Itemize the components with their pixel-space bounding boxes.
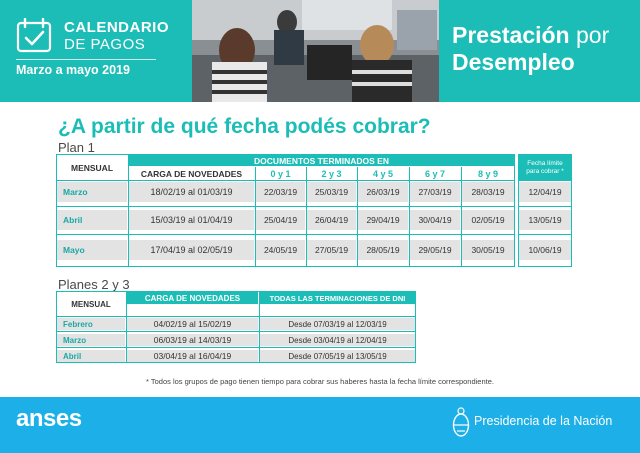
plan1-term-header: 4 y 5 bbox=[372, 168, 394, 179]
calendar-block bbox=[10, 14, 180, 94]
plan1-mensual-header: MENSUAL bbox=[70, 162, 114, 173]
plan1-row-date: 02/05/19 bbox=[462, 210, 514, 230]
plan1-row-date: 25/04/19 bbox=[256, 210, 305, 230]
plan2-row-dni: Desde 07/05/19 al 13/05/19 bbox=[260, 350, 415, 362]
plan1-row-month: Mayo bbox=[57, 240, 127, 260]
page-title: ¿A partir de qué fecha podés cobrar? bbox=[58, 115, 431, 138]
plan1-row-date: 30/05/19 bbox=[462, 240, 514, 260]
program-line1b: por bbox=[576, 22, 610, 48]
calendar-check-icon bbox=[16, 18, 54, 54]
footnote: * Todos los grupos de pago tienen tiempo para cobrar sus haberes hasta la fecha límite correspondiente. bbox=[146, 377, 494, 386]
plan2-carga-header: CARGA DE NOVEDADES bbox=[127, 292, 258, 304]
plan1-row-date: 29/04/19 bbox=[358, 210, 408, 230]
plan1-term-header: 8 y 9 bbox=[477, 168, 499, 179]
plan1-row-date: 28/03/19 bbox=[462, 182, 514, 202]
plan1-row-month: Marzo bbox=[57, 182, 127, 202]
calendar-subtitle: DE PAGOS bbox=[64, 36, 146, 53]
plan2-row-dni: Desde 07/03/19 al 12/03/19 bbox=[260, 318, 415, 330]
plan1-row-date: 26/04/19 bbox=[307, 210, 356, 230]
anses-logo: anses bbox=[16, 405, 82, 432]
plan1-row-date: 26/03/19 bbox=[358, 182, 408, 202]
plan1-row-limit: 13/05/19 bbox=[519, 210, 571, 230]
escudo-icon bbox=[452, 405, 470, 443]
plan2-row-carga: 06/03/19 al 14/03/19 bbox=[127, 334, 258, 346]
plan1-row-limit: 10/06/19 bbox=[519, 240, 571, 260]
calendar-title: CALENDARIO bbox=[64, 19, 169, 36]
plan1-row-date: 28/05/19 bbox=[358, 240, 408, 260]
period-label: Marzo a mayo 2019 bbox=[16, 63, 130, 77]
plan2-row-month: Febrero bbox=[57, 318, 125, 330]
plan1-limit-header: Fecha límite para cobrar * bbox=[519, 155, 571, 180]
plan1-term-header: 2 y 3 bbox=[321, 168, 342, 179]
plan2-row-month: Abril bbox=[57, 350, 125, 362]
plan1-row-carga: 17/04/19 al 02/05/19 bbox=[129, 240, 254, 260]
plan1-row-carga: 18/02/19 al 01/03/19 bbox=[129, 182, 254, 202]
plan2-row-carga: 03/04/19 al 16/04/19 bbox=[127, 350, 258, 362]
plan2-row-dni: Desde 03/04/19 al 12/04/19 bbox=[260, 334, 415, 346]
plan1-row-month: Abril bbox=[57, 210, 127, 230]
plan1-row-date: 25/03/19 bbox=[307, 182, 356, 202]
plan1-carga-header: CARGA DE NOVEDADES bbox=[140, 168, 243, 179]
presidencia-label: Presidencia de la Nación bbox=[474, 414, 613, 428]
plan1-term-header: 0 y 1 bbox=[270, 168, 291, 179]
plan1-row-limit: 12/04/19 bbox=[519, 182, 571, 202]
plan2-row-carga: 04/02/19 al 15/02/19 bbox=[127, 318, 258, 330]
plan1-docs-header: DOCUMENTOS TERMINADOS EN bbox=[129, 155, 514, 166]
plan1-row-date: 30/04/19 bbox=[410, 210, 460, 230]
plan1-row-date: 22/03/19 bbox=[256, 182, 305, 202]
header-banner bbox=[0, 0, 640, 102]
plan1-row-date: 24/05/19 bbox=[256, 240, 305, 260]
plan1-label: Plan 1 bbox=[58, 140, 95, 155]
plan1-term-header: 6 y 7 bbox=[424, 168, 446, 179]
plan2-mensual-header: MENSUAL bbox=[71, 299, 111, 309]
plan1-row-date: 27/05/19 bbox=[307, 240, 356, 260]
plan1-row-carga: 15/03/19 al 01/04/19 bbox=[129, 210, 254, 230]
plan2-label: Planes 2 y 3 bbox=[58, 277, 130, 292]
divider bbox=[16, 59, 156, 60]
header-photo bbox=[192, 0, 439, 102]
plan1-row-date: 29/05/19 bbox=[410, 240, 460, 260]
program-title bbox=[452, 22, 609, 76]
plan1-row-date: 27/03/19 bbox=[410, 182, 460, 202]
plan2-row-month: Marzo bbox=[57, 334, 125, 346]
program-line2: Desempleo bbox=[452, 49, 575, 75]
program-line1: Prestación bbox=[452, 22, 570, 48]
plan2-dni-header: TODAS LAS TERMINACIONES DE DNI bbox=[260, 292, 415, 304]
footer-banner bbox=[0, 397, 640, 453]
